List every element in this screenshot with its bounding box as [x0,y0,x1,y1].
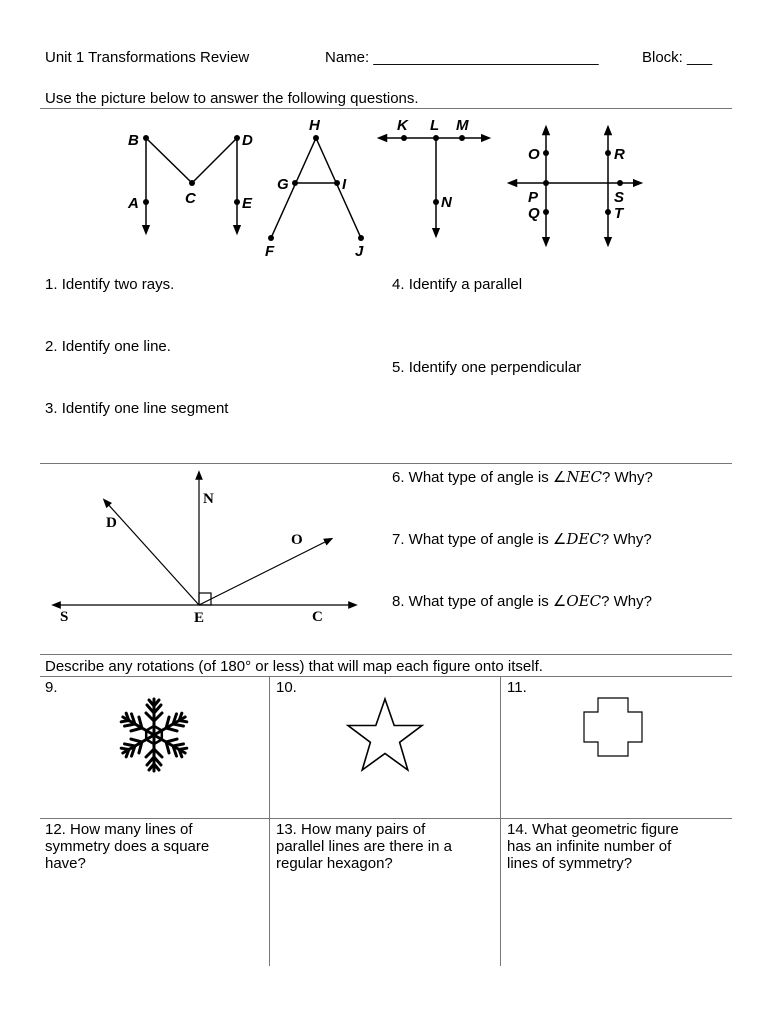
question-1: 1. Identify two rays. [45,276,175,293]
section-divider [40,676,732,677]
label-k: K [397,117,408,134]
label-o: O [528,146,540,163]
cross-icon [582,696,644,758]
label-b: B [128,132,139,149]
label-o: O [291,532,303,548]
worksheet-title: Unit 1 Transformations Review [45,49,250,66]
label-d: D [242,132,253,149]
math-letters-figure [0,110,770,260]
question-6: 6. What type of angle is ∠NEC? Why? [392,468,653,486]
label-s: S [614,189,625,206]
label-f: F [265,243,275,260]
label-n: N [203,491,214,507]
question-2: 2. Identify one line. [45,338,171,355]
label-s: S [60,609,69,625]
name-field-label: Name: ___________________________ [325,49,599,66]
question-7: 7. What type of angle is ∠DEC? Why? [392,530,652,548]
label-t: T [614,205,624,222]
label-p: P [528,189,539,206]
star-icon [344,696,426,774]
question-13: 13. How many pairs of parallel lines are there in a regular hexagon? [276,821,452,872]
column-divider [269,676,270,966]
label-l: L [430,117,440,134]
section-divider [40,108,732,109]
label-r: R [614,146,625,163]
column-divider [500,676,501,966]
question-5: 5. Identify one perpendicular [392,359,582,376]
angle-figure [40,465,370,635]
label-c: C [185,190,196,207]
question-10: 10. [276,679,297,696]
label-g: G [277,176,289,193]
section-instructions: Use the picture below to answer the following questions. [45,90,419,107]
question-4: 4. Identify a parallel [392,276,523,293]
question-11: 11. [507,679,527,696]
label-e: E [242,195,253,212]
label-c: C [312,609,323,625]
label-e: E [194,610,205,626]
label-a: A [128,195,139,212]
question-3: 3. Identify one line segment [45,400,229,417]
section-divider [40,818,732,819]
section-divider [40,463,732,464]
rotation-instructions: Describe any rotations (of 180° or less) that will map each figure onto itself. [45,658,543,675]
label-m: M [456,117,469,134]
question-8: 8. What type of angle is ∠OEC? Why? [392,592,652,610]
label-q: Q [528,205,540,222]
question-9: 9. [45,679,58,696]
label-j: J [355,243,364,260]
snowflake-icon [110,693,198,777]
label-d: D [106,515,117,531]
question-14: 14. What geometric figure has an infinite number of lines of symmetry? [507,821,679,872]
label-h: H [309,117,320,134]
section-divider [40,654,732,655]
label-n: N [441,194,452,211]
question-12: 12. How many lines of symmetry does a square have? [45,821,210,872]
label-i: I [342,176,347,193]
block-field-label: Block: ___ [642,49,713,66]
